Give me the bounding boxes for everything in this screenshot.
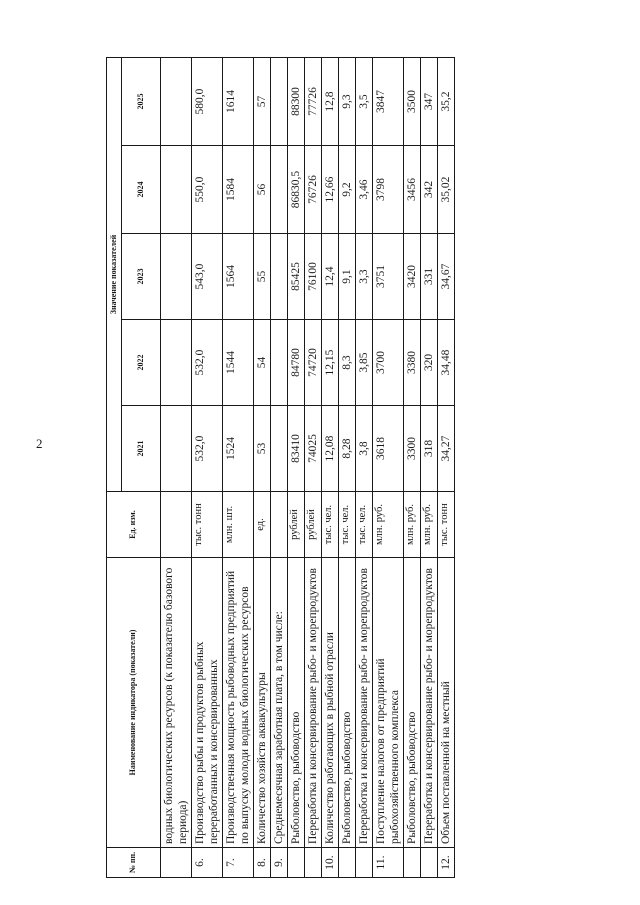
value-cell: 1544	[223, 320, 254, 406]
unit-cell: тыс. чел.	[356, 492, 373, 558]
header-name: Наименование индикатора (показатели)	[107, 558, 161, 848]
value-cell: 580,0	[192, 57, 223, 145]
row-number	[288, 848, 305, 878]
value-cell: 56	[254, 146, 271, 234]
row-number: 12.	[438, 848, 455, 878]
header-year: 2022	[122, 320, 161, 406]
value-cell: 76726	[305, 146, 322, 234]
value-cell: 3,85	[356, 320, 373, 406]
value-cell: 1524	[223, 406, 254, 492]
value-cell: 318	[421, 406, 438, 492]
table-row	[404, 57, 421, 877]
indicator-name: Переработка и консервирование рыбо- и морепродуктов	[305, 558, 322, 848]
indicator-name: Количество работающих в рыбной отрасли	[322, 558, 339, 848]
value-cell: 3380	[404, 320, 421, 406]
table-row	[288, 57, 305, 877]
value-cell: 3618	[373, 406, 404, 492]
value-cell: 3,8	[356, 406, 373, 492]
unit-cell	[271, 492, 288, 558]
row-number	[339, 848, 356, 878]
row-number	[161, 848, 192, 878]
value-cell	[271, 57, 288, 145]
value-cell: 1564	[223, 234, 254, 320]
page-number: 2	[36, 436, 43, 451]
value-cell: 3420	[404, 234, 421, 320]
value-cell	[271, 146, 288, 234]
value-cell: 3500	[404, 57, 421, 145]
table-row	[271, 57, 288, 877]
table-row	[438, 57, 455, 877]
value-cell: 77726	[305, 57, 322, 145]
value-cell: 3,5	[356, 57, 373, 145]
unit-cell: тыс. тонн	[192, 492, 223, 558]
row-number: 7.	[223, 848, 254, 878]
table-row	[322, 57, 339, 877]
value-cell: 57	[254, 57, 271, 145]
table-row	[223, 57, 254, 877]
value-cell: 34,48	[438, 320, 455, 406]
header-year: 2023	[122, 234, 161, 320]
value-cell: 8,3	[339, 320, 356, 406]
row-number	[404, 848, 421, 878]
unit-cell: тыс. чел.	[339, 492, 356, 558]
value-cell: 543,0	[192, 234, 223, 320]
value-cell	[161, 146, 192, 234]
header-year: 2025	[122, 57, 161, 145]
value-cell: 3798	[373, 146, 404, 234]
header-num: № пп.	[107, 848, 161, 878]
value-cell: 74720	[305, 320, 322, 406]
value-cell: 3,3	[356, 234, 373, 320]
indicator-name: Переработка и консервирование рыбо- и морепродуктов	[356, 558, 373, 848]
value-cell: 86830,5	[288, 146, 305, 234]
table-row	[305, 57, 322, 877]
row-number: 8.	[254, 848, 271, 878]
value-cell: 12,66	[322, 146, 339, 234]
value-cell: 53	[254, 406, 271, 492]
value-cell: 9,2	[339, 146, 356, 234]
value-cell	[161, 57, 192, 145]
table-row	[161, 57, 192, 877]
unit-cell: ед.	[254, 492, 271, 558]
value-cell: 12,08	[322, 406, 339, 492]
value-cell: 1584	[223, 146, 254, 234]
value-cell: 550,0	[192, 146, 223, 234]
value-cell: 331	[421, 234, 438, 320]
value-cell: 9,3	[339, 57, 356, 145]
value-cell: 532,0	[192, 406, 223, 492]
value-cell: 3700	[373, 320, 404, 406]
unit-cell: млн. руб.	[421, 492, 438, 558]
indicator-name: Рыболовство, рыбоводство	[339, 558, 356, 848]
value-cell	[271, 406, 288, 492]
value-cell: 34,27	[438, 406, 455, 492]
indicator-name: Переработка и консервирование рыбо- и морепродуктов	[421, 558, 438, 848]
indicator-name: Поступление налогов от предприятий рыбохозяйственного комплекса	[373, 558, 404, 848]
value-cell	[271, 234, 288, 320]
row-number	[356, 848, 373, 878]
value-cell: 35,02	[438, 146, 455, 234]
value-cell	[161, 234, 192, 320]
value-cell: 1614	[223, 57, 254, 145]
header-year: 2024	[122, 146, 161, 234]
rotated-table-container	[106, 58, 606, 878]
indicator-name: Производство рыбы и продуктов рыбных переработанных и консервированных	[192, 558, 223, 848]
row-number	[421, 848, 438, 878]
indicator-name: Производственная мощность рыбоводных предприятий по выпуску молоди водных биологических ресурсов	[223, 558, 254, 848]
indicator-name: Среднемесячная заработная плата, в том числе:	[271, 558, 288, 848]
value-cell	[161, 406, 192, 492]
value-cell: 34,67	[438, 234, 455, 320]
value-cell	[271, 320, 288, 406]
unit-cell: тыс. чел.	[322, 492, 339, 558]
unit-cell: тыс. тонн	[438, 492, 455, 558]
header-year: 2021	[122, 406, 161, 492]
value-cell: 35,2	[438, 57, 455, 145]
value-cell: 12,8	[322, 57, 339, 145]
table-row	[356, 57, 373, 877]
value-cell: 8,28	[339, 406, 356, 492]
value-cell: 84780	[288, 320, 305, 406]
row-number: 11.	[373, 848, 404, 878]
value-cell: 12,15	[322, 320, 339, 406]
value-cell: 3300	[404, 406, 421, 492]
header-values-group: Значение показателей	[107, 57, 122, 491]
indicators-table	[106, 57, 455, 878]
unit-cell	[161, 492, 192, 558]
unit-cell: рублей	[288, 492, 305, 558]
value-cell: 74025	[305, 406, 322, 492]
value-cell	[161, 320, 192, 406]
header-unit: Ед. изм.	[107, 492, 161, 558]
value-cell: 55	[254, 234, 271, 320]
table-row	[373, 57, 404, 877]
table-row	[421, 57, 438, 877]
unit-cell: млн. руб.	[373, 492, 404, 558]
indicator-name: Рыболовство, рыбоводство	[404, 558, 421, 848]
value-cell: 347	[421, 57, 438, 145]
table-row	[192, 57, 223, 877]
row-number: 9.	[271, 848, 288, 878]
value-cell: 88300	[288, 57, 305, 145]
value-cell: 532,0	[192, 320, 223, 406]
row-number: 10.	[322, 848, 339, 878]
unit-cell: млн. руб.	[404, 492, 421, 558]
value-cell: 3751	[373, 234, 404, 320]
indicator-name: Объем поставленной на местный	[438, 558, 455, 848]
indicator-name: водных биологических ресурсов (к показателю базового периода)	[161, 558, 192, 848]
value-cell: 83410	[288, 406, 305, 492]
indicator-name: Рыболовство, рыбоводство	[288, 558, 305, 848]
value-cell: 9,1	[339, 234, 356, 320]
value-cell: 342	[421, 146, 438, 234]
row-number	[305, 848, 322, 878]
value-cell: 76100	[305, 234, 322, 320]
table-row	[339, 57, 356, 877]
value-cell: 320	[421, 320, 438, 406]
table-row	[254, 57, 271, 877]
value-cell: 54	[254, 320, 271, 406]
header-row-top	[107, 57, 122, 877]
unit-cell: рублей	[305, 492, 322, 558]
indicator-name: Количество хозяйств аквакультуры	[254, 558, 271, 848]
row-number: 6.	[192, 848, 223, 878]
value-cell: 85425	[288, 234, 305, 320]
value-cell: 3847	[373, 57, 404, 145]
unit-cell: млн. шт.	[223, 492, 254, 558]
value-cell: 3456	[404, 146, 421, 234]
value-cell: 3,46	[356, 146, 373, 234]
value-cell: 12,4	[322, 234, 339, 320]
